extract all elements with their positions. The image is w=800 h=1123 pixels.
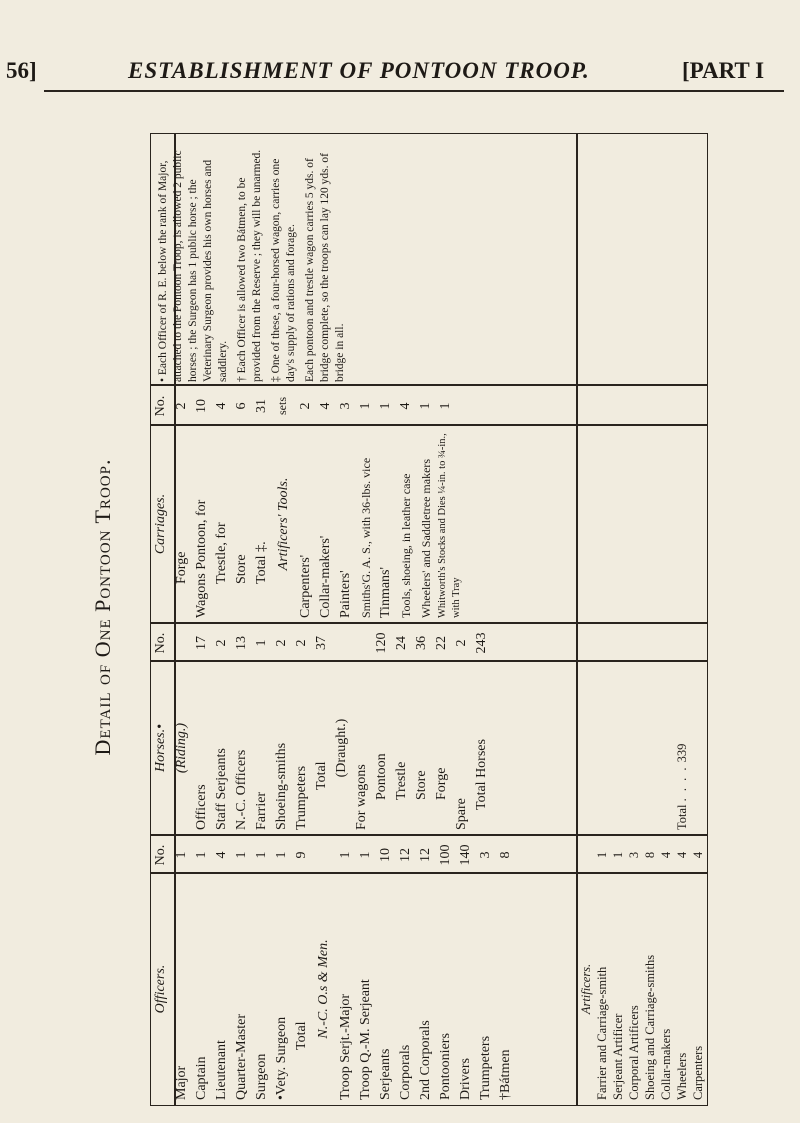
- list-item: Officers: [194, 784, 209, 830]
- number-cell: 3: [338, 402, 353, 410]
- number-cell: 12: [398, 848, 413, 862]
- for-wagons-label: For wagons: [354, 764, 369, 830]
- number-cell: 3: [627, 851, 641, 859]
- number-cell: 2: [294, 639, 309, 647]
- artificers-heading: Artificers.: [579, 963, 593, 1015]
- tools-heading: Artificers' Tools.: [276, 477, 291, 571]
- list-item: Trestle, for: [214, 522, 229, 584]
- list-item: †Bátmen: [498, 1049, 513, 1100]
- number-cell: 100: [438, 844, 453, 866]
- number-cell: 1: [254, 851, 269, 859]
- number-cell: 4: [318, 402, 333, 410]
- list-item: Collar-makers': [318, 535, 333, 618]
- number-cell: 2: [298, 402, 313, 410]
- number-cell: 8: [498, 851, 513, 859]
- wagons-label: Wagons: [194, 573, 209, 618]
- page-title: ESTABLISHMENT OF PONTOON TROOP.: [128, 58, 590, 83]
- list-item: Tools, shoeing, in leather case: [399, 473, 413, 618]
- number-cell: 24: [394, 636, 409, 650]
- list-item: Painters': [338, 570, 353, 618]
- number-cell: 1: [611, 851, 625, 859]
- list-item: Farrier: [254, 791, 269, 830]
- number-cell: 36: [414, 636, 429, 650]
- total-label: Total: [294, 1021, 309, 1050]
- list-item: Surgeon: [254, 1053, 269, 1100]
- number-cell: 2: [174, 402, 189, 410]
- number-cell: 4: [214, 402, 229, 410]
- artificers-block: [578, 878, 708, 1100]
- list-item: Serjeant Artificer: [611, 1013, 625, 1100]
- number-cell: 6: [234, 402, 249, 410]
- list-item: •Vety. Surgeon: [274, 1016, 289, 1100]
- divider: [150, 385, 708, 387]
- number-cell: 4: [691, 851, 705, 859]
- number-cell: 1: [418, 402, 433, 410]
- footnote: † Each Officer is allowed two Bátmen, to be provided from the Reserve ; they will be unarmed.: [236, 149, 263, 382]
- list-item: Corporal Artificers: [627, 1005, 641, 1100]
- list-item: Tinmans': [378, 566, 393, 618]
- number-cell: 12: [418, 848, 433, 862]
- number-cell: 3: [478, 851, 493, 859]
- total-label: Total: [314, 761, 329, 790]
- list-item: Captain: [194, 1056, 209, 1100]
- carriages-column: [150, 430, 708, 618]
- side-title: Detail of One Pontoon Troop.: [90, 458, 115, 756]
- number-cell: 8: [643, 851, 657, 859]
- number-cell: 1: [254, 639, 269, 647]
- header-rule: [44, 90, 784, 92]
- number-cell: 4: [214, 851, 229, 859]
- grand-total-men: 339: [675, 743, 689, 763]
- list-item: Carpenters': [298, 554, 313, 618]
- no-heading: No.: [153, 632, 168, 654]
- list-item: Major: [174, 1065, 189, 1100]
- list-item: Smiths'G. A. S., with 36-lbs. vice: [359, 457, 373, 618]
- ncos-heading: N.-C. O.s & Men.: [316, 939, 331, 1039]
- list-item: Lieutenant: [214, 1040, 229, 1100]
- number-cell: 1: [438, 402, 453, 410]
- number-cell: 120: [374, 632, 389, 654]
- number-cell: 1: [234, 851, 249, 859]
- list-item: Troop Serjt.-Major: [338, 993, 353, 1100]
- number-cell: 2: [274, 639, 289, 647]
- list-item: Store: [234, 554, 249, 584]
- riding-subheading: (Riding.): [174, 722, 189, 774]
- list-item: N.-C. Officers: [234, 749, 249, 830]
- list-item: Whitworth's Stocks and Dies ¼-in. to ¾-in., with Tray: [437, 433, 462, 618]
- list-item: Quarter-Master: [234, 1013, 249, 1100]
- divider: [150, 425, 708, 427]
- list-item: Troop Q.-M. Serjeant: [358, 979, 373, 1100]
- number-cell: 37: [314, 636, 329, 650]
- footnote: Each pontoon and trestle wagon carries 5 yds. of bridge complete, so the troops can lay 120 yds. of bridge in all.: [304, 153, 346, 382]
- divider: [150, 835, 708, 837]
- list-item: Drivers: [458, 1058, 473, 1100]
- list-item: Wheelers: [675, 1052, 689, 1100]
- number-cell: 4: [398, 402, 413, 410]
- no-heading: No.: [153, 395, 168, 417]
- list-item: Trumpeters: [478, 1035, 493, 1100]
- list-item: Collar-makers: [659, 1028, 673, 1100]
- number-cell: 22: [434, 636, 449, 650]
- number-cell: 1: [274, 851, 289, 859]
- number-cell: 2: [454, 639, 469, 647]
- number-cell: 17: [194, 636, 209, 650]
- number-cell: 243: [474, 632, 489, 654]
- number-cell: 9: [294, 851, 309, 859]
- number-cell: 1: [338, 851, 353, 859]
- no-heading: No.: [153, 844, 168, 866]
- footnote: ‡ One of these, a four-horsed wagon, carries one day's supply of rations and forage.: [270, 158, 297, 382]
- number-cell: 4: [675, 851, 689, 859]
- number-cell: 10: [194, 399, 209, 413]
- number-cell: 10: [378, 848, 393, 862]
- number-cell: 140: [458, 844, 473, 866]
- list-item: Carpenters: [691, 1045, 705, 1100]
- page-header: [0, 0, 800, 95]
- number-cell: 1: [358, 851, 373, 859]
- list-item: Wagons Pontoon, for: [194, 499, 209, 618]
- list-item: Pontoon: [374, 753, 389, 800]
- number-cell: 1: [378, 402, 393, 410]
- divider: [150, 873, 708, 875]
- list-item: Forge: [434, 767, 449, 800]
- artificers-numbers: [578, 838, 708, 872]
- list-item: Shoeing-smiths: [274, 742, 289, 830]
- list-item: Shoeing and Carriage-smiths: [643, 954, 657, 1100]
- number-cell: 4: [659, 851, 673, 859]
- list-item: 2nd Corporals: [418, 1020, 433, 1100]
- divider: [150, 623, 708, 625]
- sets-label: sets: [275, 397, 289, 415]
- total-label: Total ‡.: [254, 541, 269, 584]
- draught-subheading: (Draught.): [334, 718, 349, 778]
- part-label: [PART I: [682, 58, 765, 83]
- number-cell: 31: [254, 399, 269, 413]
- list-item: Forge: [174, 551, 189, 584]
- number-cell: 2: [214, 639, 229, 647]
- total-label: Total: [675, 804, 689, 830]
- list-item: Store: [414, 770, 429, 800]
- officers-heading: Officers.: [153, 964, 168, 1014]
- horses-heading: Horses.•: [153, 723, 168, 773]
- carriages-numbers: [150, 388, 708, 424]
- establishment-table: [150, 133, 708, 1106]
- list-item: Corporals: [398, 1044, 413, 1100]
- list-item: Staff Serjeants: [214, 748, 229, 830]
- carriages-heading: Carriages.: [153, 493, 168, 555]
- list-item: Farrier and Carriage-smith: [595, 966, 609, 1100]
- page-number: 56]: [6, 58, 37, 83]
- artificers-total: Total . . . . 339: [675, 743, 689, 830]
- list-item: Serjeants: [378, 1048, 393, 1100]
- number-cell: 1: [595, 851, 609, 859]
- total-horses-label: Total Horses: [474, 739, 489, 810]
- list-item: Trumpeters: [294, 765, 309, 830]
- footnotes: [152, 136, 572, 382]
- list-item: Pontooniers: [438, 1033, 453, 1100]
- list-item: Trestle: [394, 761, 409, 800]
- number-cell: 1: [174, 851, 189, 859]
- number-cell: 1: [358, 402, 373, 410]
- spare-label: Spare: [454, 798, 469, 830]
- footnote: • Each Officer of R. E. below the rank of Major, attached to the Pontoon Troop, is allowed 2 public horses ; the Surgeon has 1 public horse ; the Veterinary Surgeon provides his own horses and saddlery.: [157, 150, 229, 382]
- number-cell: 13: [234, 636, 249, 650]
- list-item: Wheelers' and Saddletree makers: [419, 458, 433, 618]
- number-cell: 1: [194, 851, 209, 859]
